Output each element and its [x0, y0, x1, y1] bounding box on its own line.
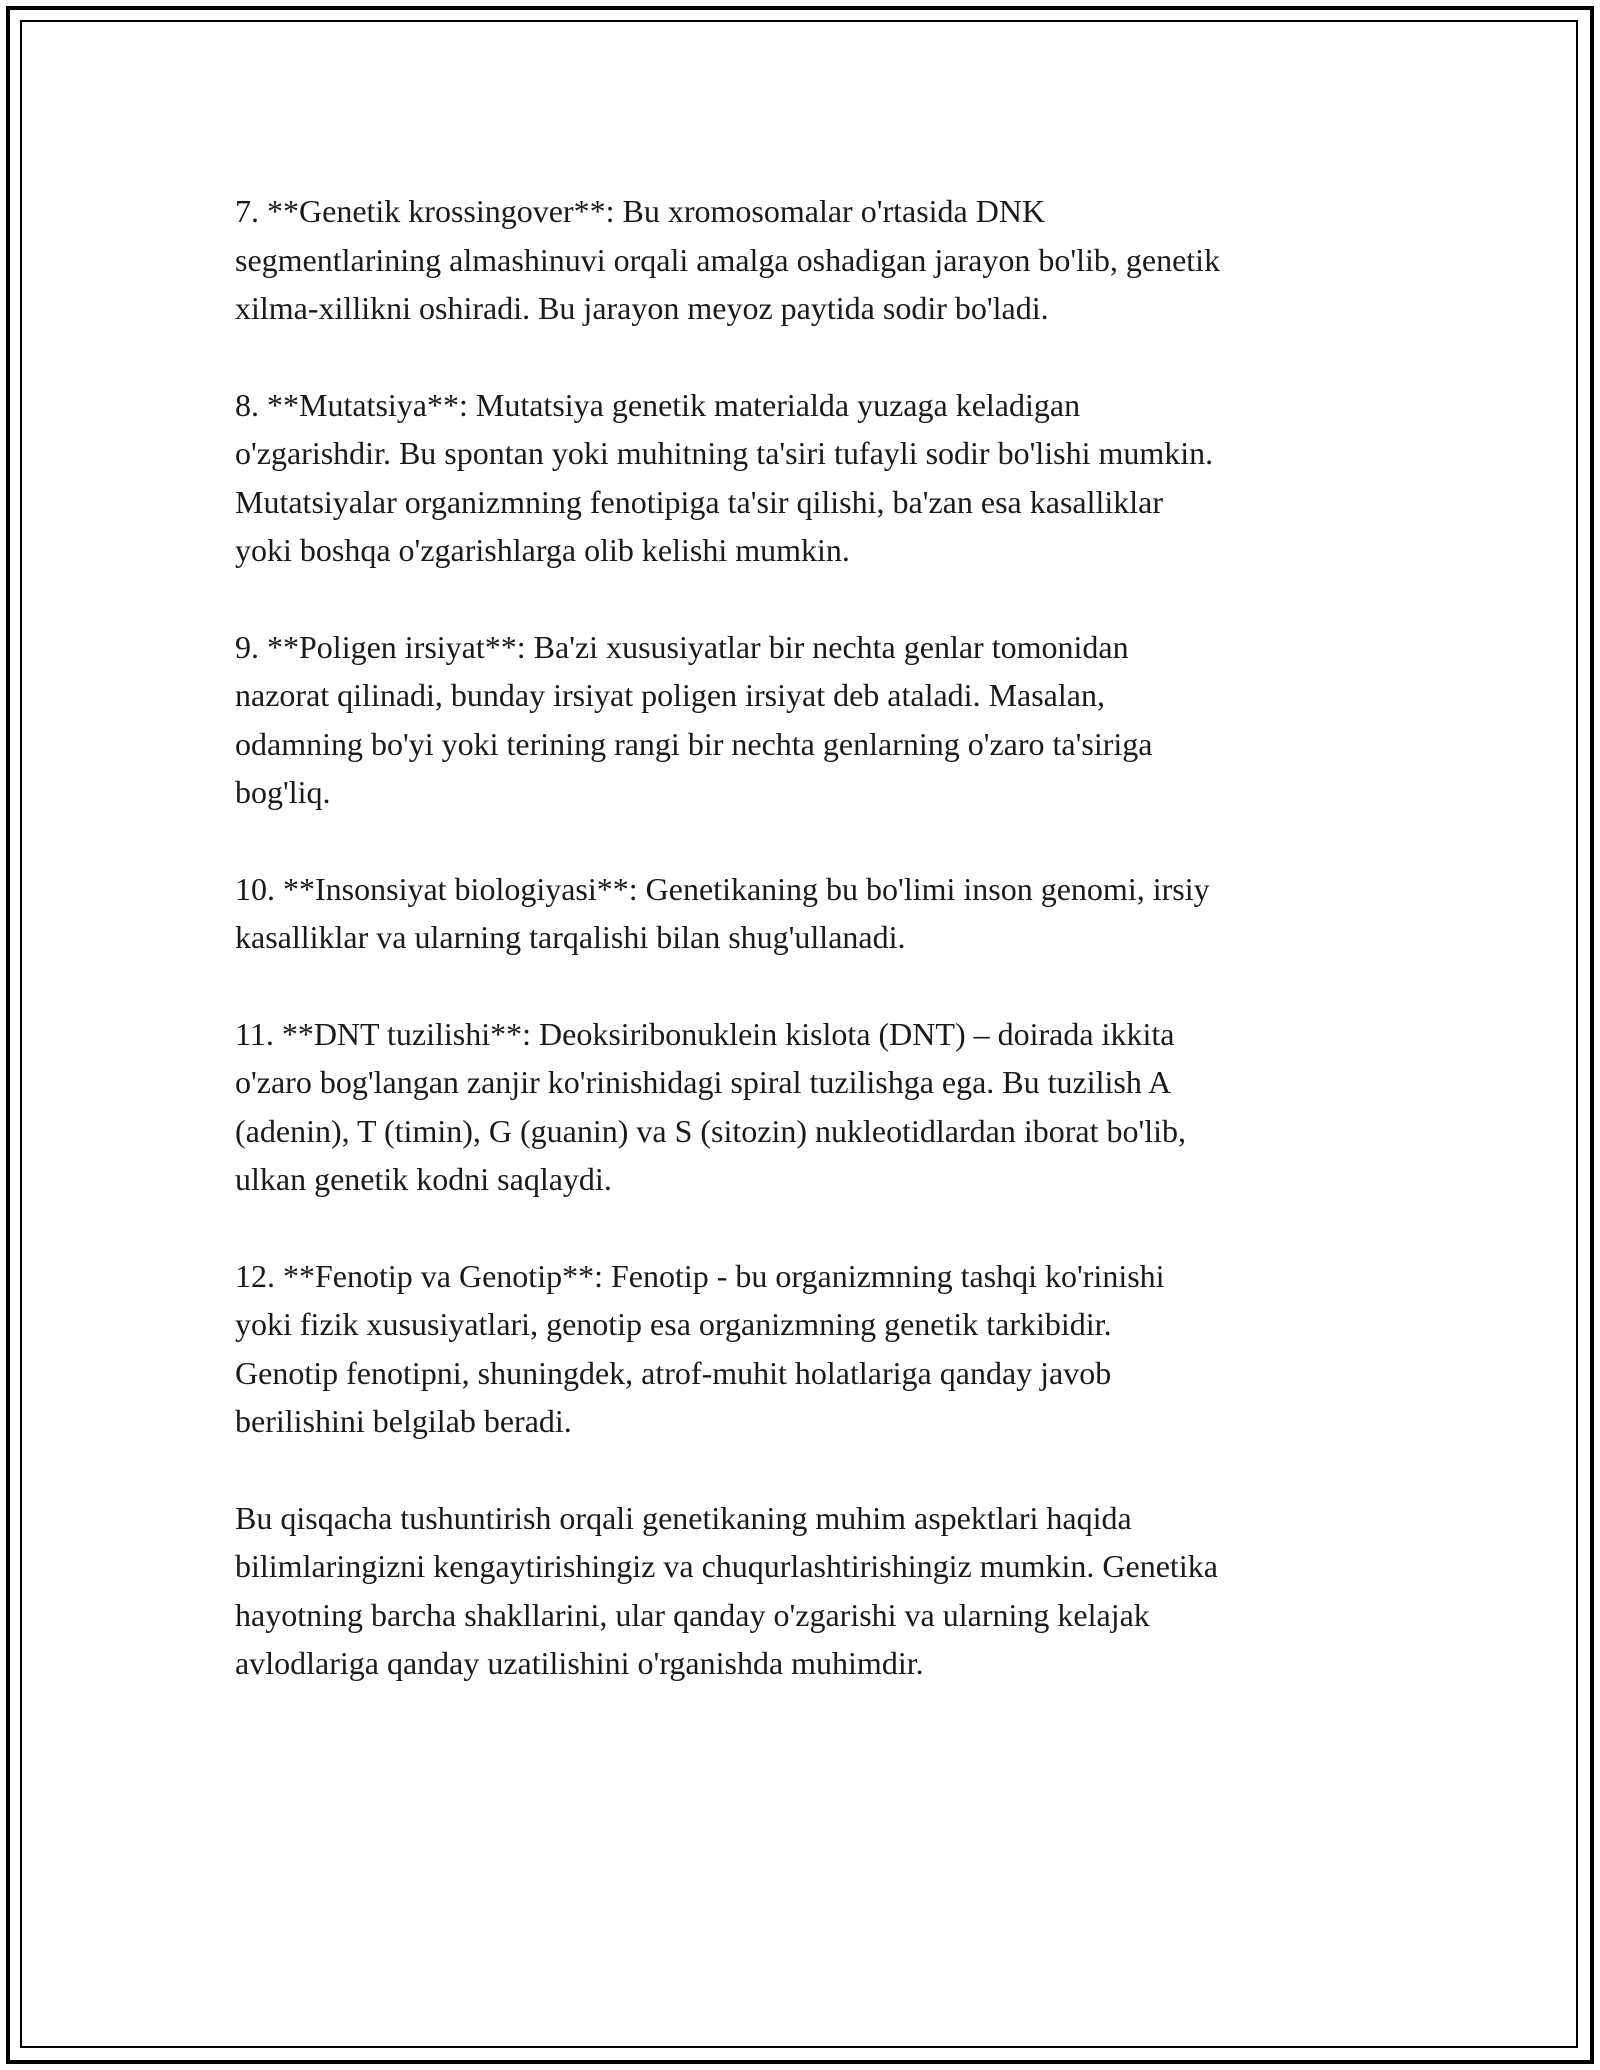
paragraph-conclusion: Bu qisqacha tushuntirish orqali genetikaning muhim aspektlari haqida bilimlaringizni kengaytirishingiz va chuqurlashtirishingiz mumkin. Genetika hayotning barcha shakllarini, ular qanday o'zgarishi va ularning kelajak avlodlariga qanday uzatilishini o'rganishda muhimdir.	[235, 1499, 1218, 1681]
paragraph-insonsiyat-biologiyasi: 10. **Insonsiyat biologiyasi**: Genetikaning bu bo'limi inson genomi, irsiy kasalliklar va ularning tarqalishi bilan shug'ullanadi.	[235, 870, 1210, 955]
paragraph-poligen-irsiyat: 9. **Poligen irsiyat**: Ba'zi xususiyatlar bir nechta genlar tomonidan nazorat qilinadi, bunday irsiyat poligen irsiyat deb ataladi. Masalan, odamning bo'yi yoki terining rangi bir nechta genlarning o'zaro ta'siriga bog'liq.	[235, 628, 1153, 810]
paragraph-genetik-krossingover: 7. **Genetik krossingover**: Bu xromosomalar o'rtasida DNK segmentlarining almashinuvi orqali amalga oshadigan jarayon bo'lib, genetik xilma-xillikni oshiradi. Bu jarayon meyoz paytida sodir bo'ladi.	[235, 193, 1221, 326]
paragraph-mutatsiya: 8. **Mutatsiya**: Mutatsiya genetik materialda yuzaga keladigan o'zgarishdir. Bu spontan yoki muhitning ta'siri tufayli sodir bo'lishi mumkin. Mutatsiyalar organizmning fenotipiga ta'sir qilishi, ba'zan esa kasalliklar yoki boshqa o'zgarishlarga olib kelishi mumkin.	[235, 386, 1214, 568]
document-body	[235, 187, 1385, 1736]
paragraph-fenotip-genotip: 12. **Fenotip va Genotip**: Fenotip - bu organizmning tashqi ko'rinishi yoki fizik xususiyatlari, genotip esa organizmning genetik tarkibidir. Genotip fenotipni, shuningdek, atrof-muhit holatlariga qanday javob berilishini belgilab beradi.	[235, 1257, 1165, 1439]
paragraph-dnt-tuzilishi: 11. **DNT tuzilishi**: Deoksiribonuklein kislota (DNT) – doirada ikkita o'zaro bog'langan zanjir ko'rinishidagi spiral tuzilishga ega. Bu tuzilish A (adenin), T (timin), G (guanin) va S (sitozin) nukleotidlardan iborat bo'lib, ulkan genetik kodni saqlaydi.	[235, 1015, 1187, 1197]
